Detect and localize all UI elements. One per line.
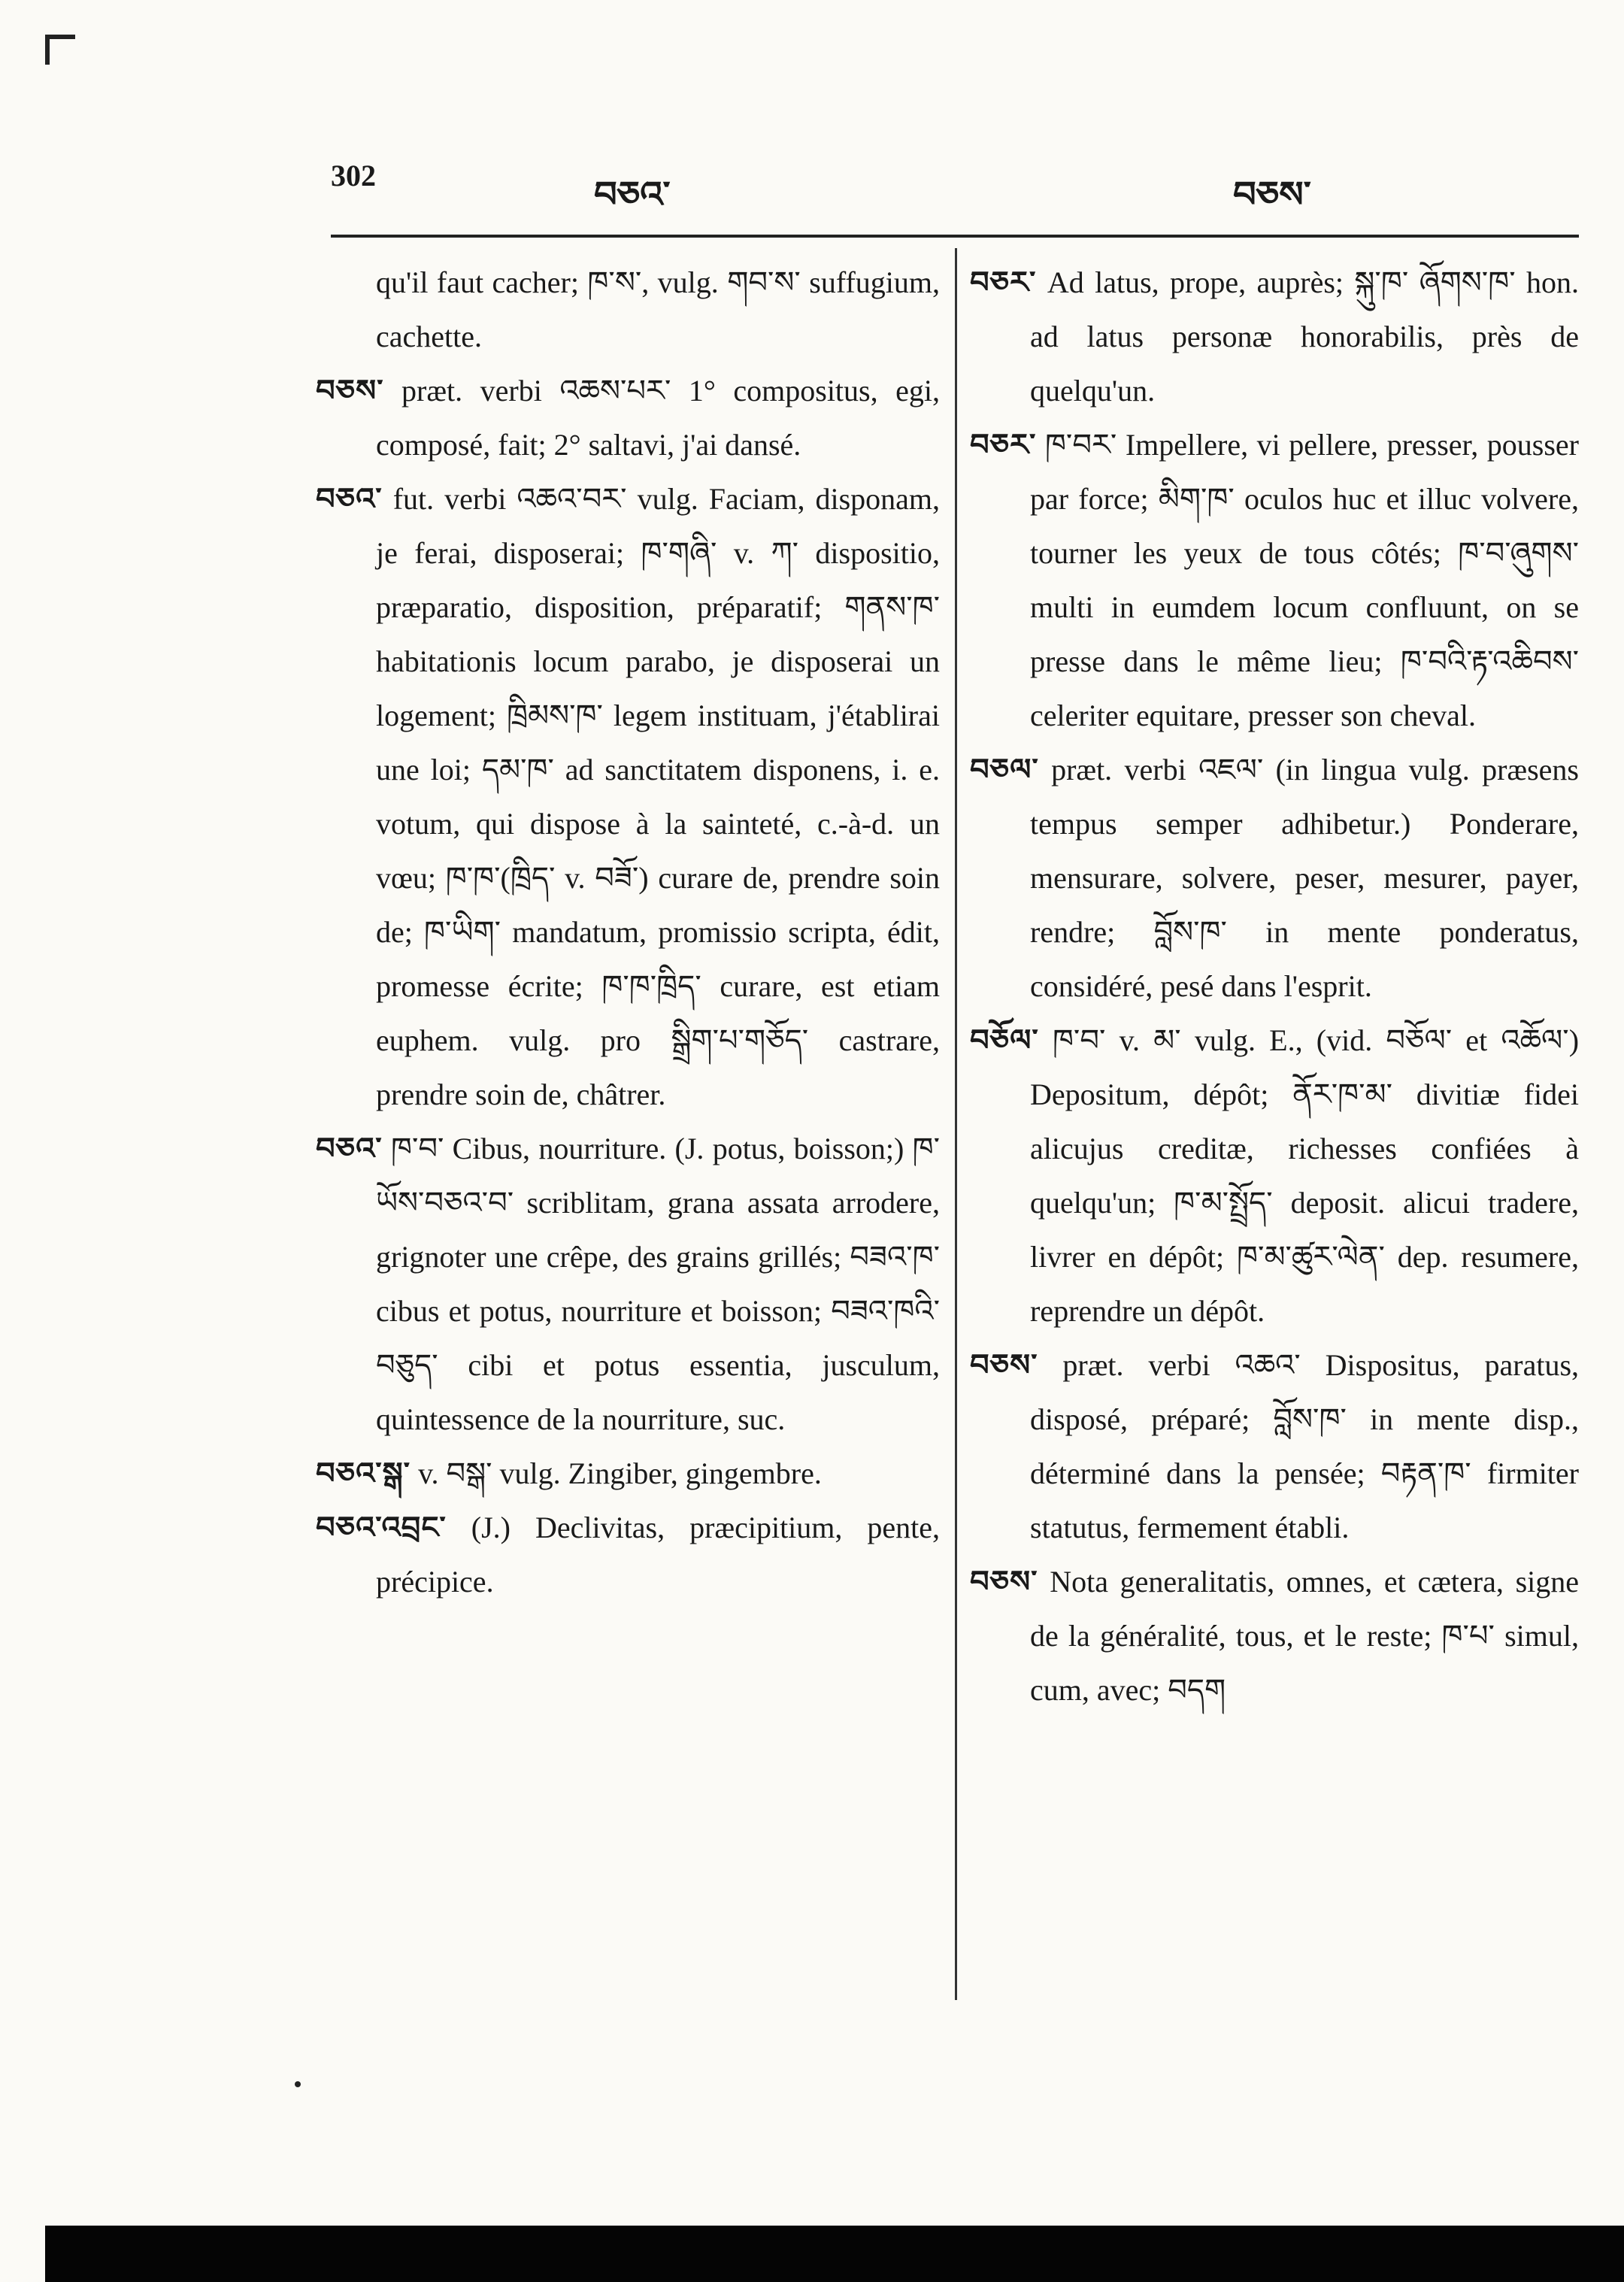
entry-headword: བཅོལ་ [970,1023,1039,1058]
stray-dot [295,2081,301,2087]
entry-headword: བཅའ་སྒ་ [316,1456,411,1491]
entry-text: (J.) Declivitas, præcipitium, pente, précipice. [376,1511,940,1599]
page-number: 302 [331,159,376,192]
left-column [316,256,940,1609]
dictionary-entry [970,1014,1579,1338]
right-column [970,256,1579,1717]
dictionary-entry [970,743,1579,1014]
dictionary-entry [970,418,1579,743]
column-divider [955,248,957,2000]
entry-headword: བཅའ་ [316,482,383,517]
dictionary-entry [316,256,940,364]
running-head-right: བཅས་ [1233,174,1311,216]
entry-headword: བཅར་ [970,428,1037,462]
running-head-left: བཅའ་ [594,174,671,216]
entry-text: v. བསྒ་ vulg. Zingiber, gingembre. [418,1456,822,1490]
entry-headword: བཅས་ [970,1565,1038,1599]
dictionary-entry [316,1122,940,1447]
entry-headword: བཅར་ [970,265,1037,300]
dictionary-entry [316,1447,940,1501]
entry-text: ཁ་བ་ v. མ་ vulg. E., (vid. བཅོལ་ et འཆོལ་) Depositum, dépôt; ནོར་ཁ་མ་ divitiæ fidei alicujus creditæ, richesses confiées à quelqu'un; ཁ་མ་སྤྲོད་ deposit. alicui tradere, livrer en dépôt; ཁ་མ་ཚུར་ལེན་ dep. resumere, reprendre un dépôt. [1030,1023,1580,1328]
entry-text: qu'il faut cacher; ཁ་ས་, vulg. གབ་ས་ suffugium, cachette. [376,265,940,353]
entry-text: præt. verbi འཆས་པར་ 1° compositus, egi, composé, fait; 2° saltavi, j'ai dansé. [376,374,940,462]
entry-text: ཁ་བར་ Impellere, vi pellere, presser, pousser par force; མིག་ཁ་ oculos huc et illuc volvere, tourner les yeux de tous côtés; ཁ་བ་ཞུགས་ multi in eumdem locum confluunt, on se presse dans le même lieu; ཁ་བའི་རྟ་འཆིབས་ celeriter equitare, presser son cheval. [1030,428,1579,732]
entry-headword: བཅའ་ [316,1132,383,1166]
corner-crop-mark [45,35,75,65]
dictionary-entry [970,1555,1579,1717]
header-rule [331,235,1579,238]
entry-headword: བཅལ་ [970,753,1039,787]
dictionary-entry [970,256,1579,418]
dictionary-entry [316,364,940,472]
entry-text: fut. verbi འཆའ་བར་ vulg. Faciam, disponam, je ferai, disposerai; ཁ་གཞི་ v. ཀ་ dispositio, præparatio, disposition, préparatif; གནས་ཁ་ habitationis locum parabo, je disposerai un logement; ཁྲིམས་ཁ་ legem instituam, j'établirai une loi; དམ་ཁ་ ad sanctitatem disponens, i. e. votum, qui dispose à la sainteté, c.-à-d. un vœu; ཁ་ཁ་(ཁྲིད་ v. བཟོ་) curare de, prendre soin de; ཁ་ཡིག་ mandatum, promissio scripta, édit, promesse écrite; ཁ་ཁ་ཁྲིད་ curare, est etiam euphem. vulg. pro སྒྲིག་པ་གཅོད་ castrare, prendre soin de, châtrer. [376,482,940,1111]
entry-headword: བཅའ་འབྲང་ [316,1511,447,1545]
entry-headword: བཅས་ [316,374,384,408]
entry-text: Ad latus, prope, auprès; སྐུ་ཁ་ ཞོགས་ཁ་ hon. ad latus personæ honorabilis, près de quelqu'un. [1030,265,1579,408]
entry-text: ཁ་བ་ Cibus, nourriture. (J. potus, boisson;) ཁ་ཡོས་བཅའ་བ་ scriblitam, grana assata arrodere, grignoter une crêpe, des grains grillés; བཟའ་ཁ་ cibus et potus, nourriture et boisson; བཟའ་ཁའི་བཅུད་ cibi et potus essentia, jusculum, quintessence de la nourriture, suc. [376,1132,941,1436]
scan-bottom-bar [45,2226,1624,2282]
entry-text: præt. verbi འཆའ་ Dispositus, paratus, disposé, préparé; བློས་ཁ་ in mente disp., déterminé dans la pensée; བརྟན་ཁ་ firmiter statutus, fermement établi. [1030,1348,1580,1544]
entry-text: Nota generalitatis, omnes, et cætera, signe de la généralité, tous, et le reste; ཁ་པ་ simul, cum, avec; བདག [1030,1565,1579,1707]
dictionary-entry [970,1338,1579,1555]
entry-text: præt. verbi འཇལ་ (in lingua vulg. præsens tempus semper adhibetur.) Ponderare, mensurare, solvere, peser, mesurer, payer, rendre; བློས་ཁ་ in mente ponderatus, considéré, pesé dans l'esprit. [1030,753,1579,1003]
entry-headword: བཅས་ [970,1348,1038,1383]
dictionary-entry [316,1501,940,1609]
dictionary-entry [316,472,940,1122]
